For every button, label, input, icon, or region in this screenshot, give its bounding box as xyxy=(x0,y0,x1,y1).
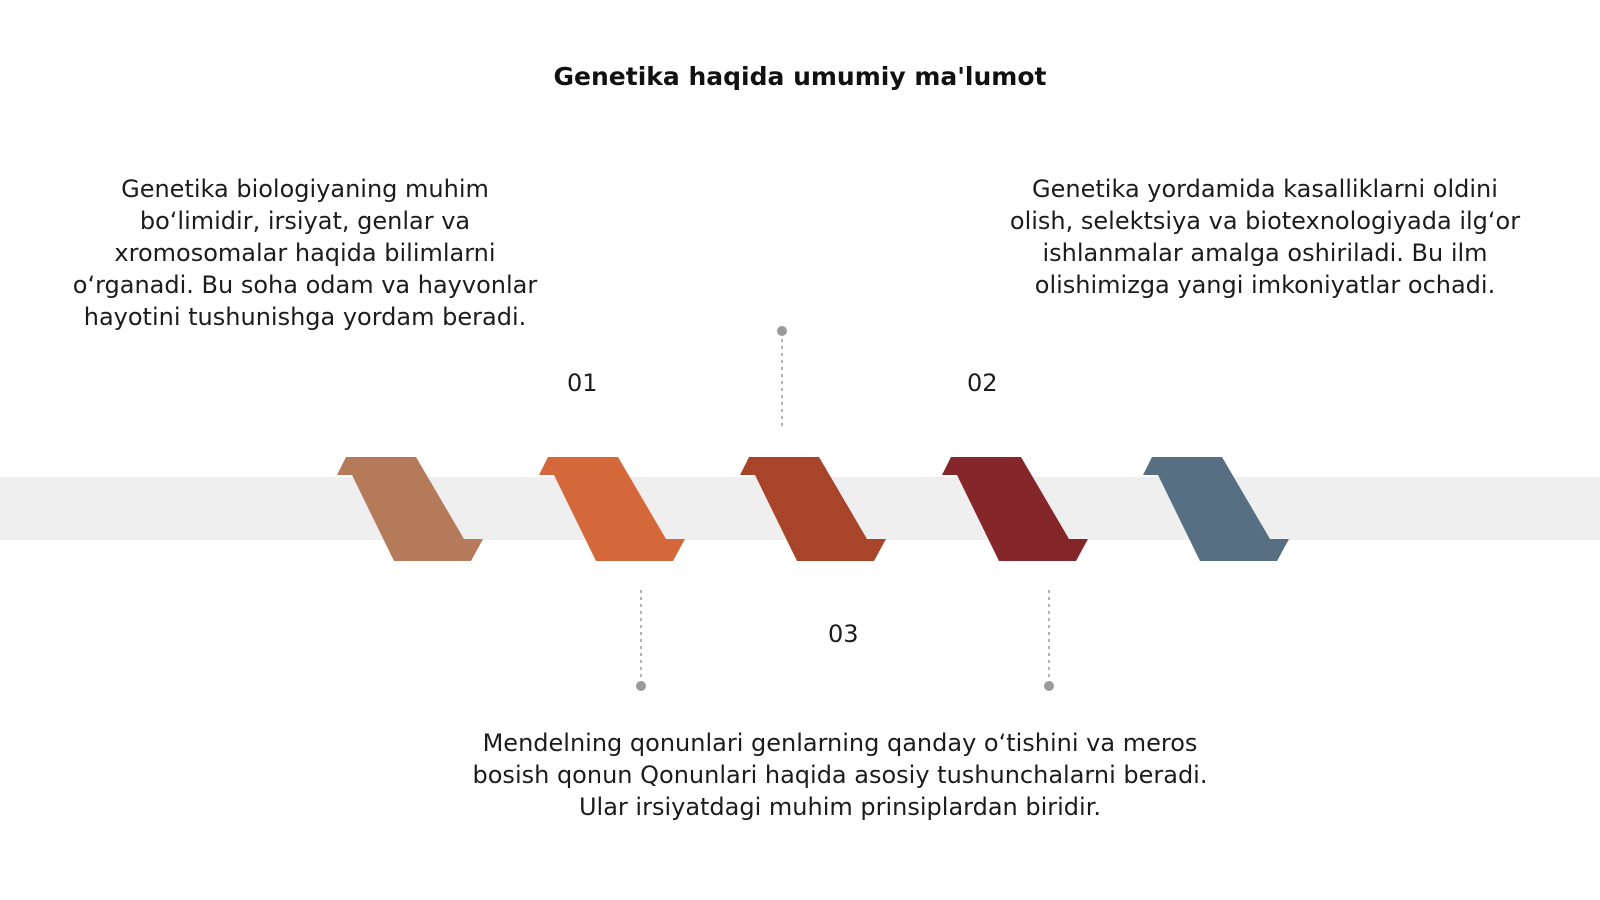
chevron-2 xyxy=(539,457,685,561)
connector-dot xyxy=(636,681,646,691)
chevron-4 xyxy=(942,457,1088,561)
connector-top xyxy=(777,326,787,430)
chevron-group xyxy=(337,457,1289,561)
page-title: Genetika haqida umumiy ma'lumot xyxy=(553,62,1047,91)
step-02-description: Genetika yordamida kasalliklarni oldini olish, selektsiya va biotexnologiyada ilg‘or ishlanmalar amalga oshiriladi. Bu ilm olishimizga yangi imkoniyatlar ochadi. xyxy=(1009,175,1521,299)
connector-dot xyxy=(777,326,787,336)
connector-bottom-right xyxy=(1044,590,1054,691)
step-01-description: Genetika biologiyaning muhim bo‘limidir, irsiyat, genlar va xromosomalar haqida bilimlarni o‘rganadi. Bu soha odam va hayvonlar hayotini tushunishga yordam beradi. xyxy=(72,175,538,331)
chevron-5 xyxy=(1143,457,1289,561)
connector-bottom-left xyxy=(636,590,646,691)
chevron-3 xyxy=(740,457,886,561)
connector-dot xyxy=(1044,681,1054,691)
step-02-number: 02 xyxy=(967,369,998,397)
chevron-1 xyxy=(337,457,483,561)
step-03-number: 03 xyxy=(828,620,859,648)
step-01-number: 01 xyxy=(567,369,598,397)
step-03-description: Mendelning qonunlari genlarning qanday o‘tishini va meros bosish qonun Qonunlari haqida asosiy tushunchalarni beradi. Ular irsiyatdagi muhim prinsiplardan biridir. xyxy=(472,729,1208,821)
